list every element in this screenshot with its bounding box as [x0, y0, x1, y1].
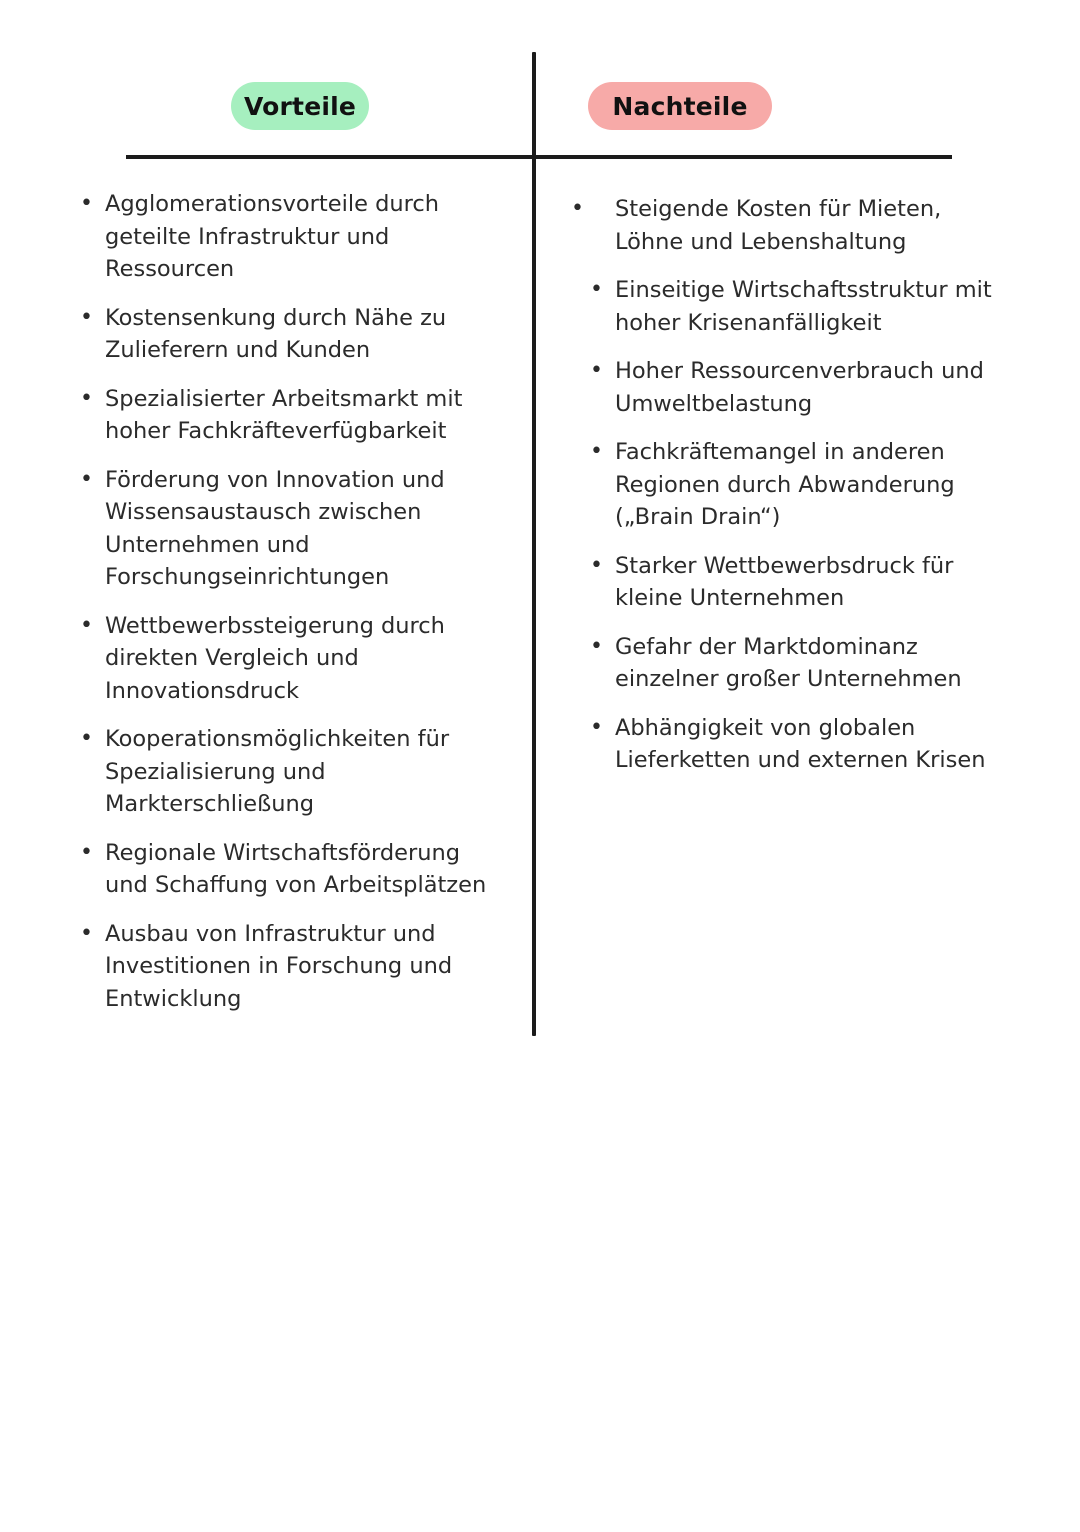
- bullet-icon: •: [80, 466, 93, 492]
- cons-item-text: Steigende Kosten für Mieten, Löhne und Lebenshaltung: [615, 196, 942, 255]
- pros-item-text: Ausbau von Infrastruktur und Investitionen in Forschung und Entwicklung: [105, 920, 453, 1012]
- pros-item-text: Spezialisierter Arbeitsmarkt mit hoher Fachkräfteverfügbarkeit: [105, 385, 463, 444]
- pros-header-pill: [231, 82, 369, 130]
- pros-header-label: Vorteile: [243, 91, 357, 121]
- cons-item-text: Abhängigkeit von globalen Lieferketten und externen Krisen: [615, 714, 986, 773]
- pros-item-text: Agglomerationsvorteile durch geteilte Infrastruktur und Ressourcen: [105, 191, 440, 282]
- cons-item-text: Hoher Ressourcenverbrauch und Umweltbelastung: [615, 358, 984, 417]
- pros-list-item: [78, 610, 508, 708]
- cons-header-pill: [588, 82, 772, 130]
- pros-list-item: [78, 302, 508, 367]
- vertical-divider: [532, 52, 536, 1036]
- pros-list-item: [78, 837, 508, 902]
- pros-item-text: Wettbewerbssteigerung durch direkten Vergleich und Innovationsdruck: [105, 612, 445, 704]
- bullet-icon: •: [80, 191, 93, 216]
- pros-list-item: [78, 918, 508, 1016]
- cons-item-text: Gefahr der Marktdominanz einzelner großer Unternehmen: [615, 633, 962, 692]
- cons-item-text: Einseitige Wirtschaftsstruktur mit hoher Krisenanfälligkeit: [615, 277, 992, 336]
- bullet-icon: •: [590, 358, 603, 383]
- cons-list-item: [588, 355, 1008, 420]
- bullet-icon: •: [590, 714, 603, 740]
- bullet-icon: •: [590, 277, 603, 302]
- bullet-icon: •: [80, 726, 93, 751]
- cons-item-text: Fachkräftemangel in anderen Regionen durch Abwanderung („Brain Drain“): [615, 439, 955, 530]
- pros-list-item: [78, 383, 508, 448]
- bullet-icon: •: [590, 439, 603, 464]
- cons-list-item: [571, 193, 1008, 258]
- cons-header-label: Nachteile: [612, 91, 748, 121]
- bullet-icon: •: [80, 385, 93, 411]
- cons-list-item: [588, 436, 1008, 534]
- pros-item-text: Kostensenkung durch Nähe zu Zulieferern und Kunden: [105, 304, 447, 363]
- pros-list-item: [78, 723, 508, 821]
- cons-item-text: Starker Wettbewerbsdruck für kleine Unternehmen: [615, 552, 954, 611]
- cons-list: [571, 193, 1008, 793]
- horizontal-divider: [126, 155, 952, 159]
- cons-list-item: [588, 550, 1008, 615]
- bullet-icon: •: [80, 839, 93, 865]
- cons-list-item: [588, 274, 1008, 339]
- bullet-icon: •: [571, 196, 584, 221]
- pros-item-text: Förderung von Innovation und Wissensaustausch zwischen Unternehmen und Forschungseinrichtungen: [105, 466, 445, 590]
- bullet-icon: •: [590, 552, 603, 578]
- pros-item-text: Regionale Wirtschaftsförderung und Schaffung von Arbeitsplätzen: [105, 839, 487, 898]
- cons-list-item: [588, 712, 1008, 777]
- bullet-icon: •: [80, 304, 93, 330]
- bullet-icon: •: [80, 920, 93, 946]
- cons-list-item: [588, 631, 1008, 696]
- pros-item-text: Kooperationsmöglichkeiten für Spezialisierung und Markterschließung: [105, 726, 450, 817]
- pros-list-item: [78, 464, 508, 594]
- pros-list: [78, 188, 508, 1031]
- bullet-icon: •: [590, 633, 603, 659]
- bullet-icon: •: [80, 612, 93, 638]
- pros-list-item: [78, 188, 508, 286]
